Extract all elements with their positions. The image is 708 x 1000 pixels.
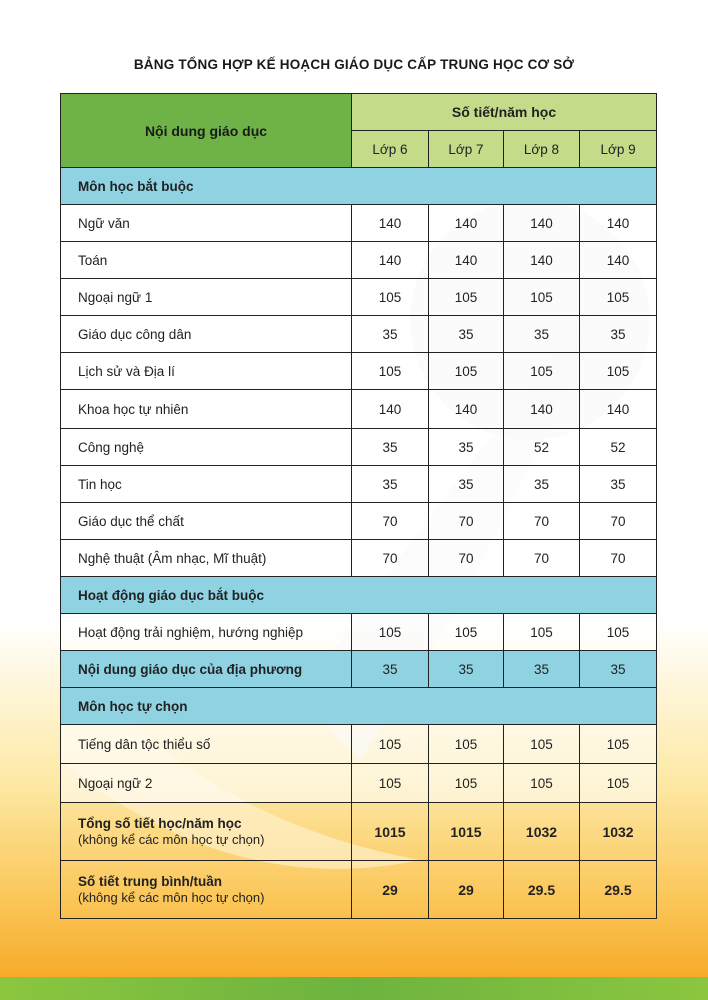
value-cell: 52 <box>580 429 657 466</box>
value-cell: 105 <box>352 353 429 390</box>
value-cell: 140 <box>580 205 657 242</box>
grade-header-6: Lớp 6 <box>352 131 429 168</box>
value-cell: 35 <box>429 429 504 466</box>
value-cell: 35 <box>580 651 657 688</box>
value-cell: 140 <box>352 242 429 279</box>
section-label: Môn học tự chọn <box>61 688 657 725</box>
total-row-per-week <box>61 861 657 919</box>
value-cell: 35 <box>429 466 504 503</box>
subject-name: Ngoại ngữ 1 <box>61 279 352 316</box>
table-row <box>61 316 657 353</box>
subject-name: Ngoại ngữ 2 <box>61 764 352 803</box>
subject-name: Toán <box>61 242 352 279</box>
total-value-cell: 1015 <box>352 803 429 861</box>
total-label-cell <box>61 803 352 861</box>
subject-name: Tin học <box>61 466 352 503</box>
value-cell: 35 <box>580 316 657 353</box>
table-row <box>61 390 657 429</box>
grade-header-9: Lớp 9 <box>580 131 657 168</box>
average-note: (không kể các môn học tự chọn) <box>78 889 265 905</box>
section-row-mandatory-activities <box>61 577 657 614</box>
value-cell: 35 <box>352 316 429 353</box>
section-label: Môn học bắt buộc <box>61 168 657 205</box>
average-value-cell: 29.5 <box>580 861 657 919</box>
value-cell: 35 <box>429 316 504 353</box>
value-cell: 105 <box>580 279 657 316</box>
subject-name: Giáo dục thể chất <box>61 503 352 540</box>
bottom-green-strip <box>0 977 708 1000</box>
value-cell: 105 <box>580 764 657 803</box>
subject-name: Ngữ văn <box>61 205 352 242</box>
value-cell: 105 <box>429 725 504 764</box>
value-cell: 105 <box>504 614 580 651</box>
total-value-cell: 1015 <box>429 803 504 861</box>
value-cell: 105 <box>504 279 580 316</box>
value-cell: 140 <box>504 242 580 279</box>
section-label: Hoạt động giáo dục bắt buộc <box>61 577 657 614</box>
value-cell: 140 <box>504 205 580 242</box>
value-cell: 140 <box>429 390 504 429</box>
value-cell: 105 <box>580 353 657 390</box>
total-note: (không kể các môn học tự chọn) <box>78 831 265 847</box>
value-cell: 140 <box>352 390 429 429</box>
value-cell: 35 <box>504 651 580 688</box>
total-label: Tổng số tiết học/năm học <box>78 815 242 831</box>
value-cell: 140 <box>429 205 504 242</box>
page-title: BẢNG TỔNG HỢP KẾ HOẠCH GIÁO DỤC CẤP TRUNG HỌC CƠ SỞ <box>133 57 575 72</box>
table-row <box>61 614 657 651</box>
table-row <box>61 764 657 803</box>
value-cell: 105 <box>504 353 580 390</box>
value-cell: 35 <box>352 429 429 466</box>
value-cell: 140 <box>352 205 429 242</box>
table-row <box>61 466 657 503</box>
value-cell: 105 <box>580 725 657 764</box>
value-cell: 105 <box>352 764 429 803</box>
value-cell: 140 <box>580 242 657 279</box>
value-cell: 105 <box>429 614 504 651</box>
value-cell: 70 <box>429 503 504 540</box>
section-label: Nội dung giáo dục của địa phương <box>61 651 352 688</box>
average-label: Số tiết trung bình/tuần <box>78 873 222 889</box>
value-cell: 70 <box>580 540 657 577</box>
average-value-cell: 29 <box>352 861 429 919</box>
subject-name: Tiếng dân tộc thiểu số <box>61 725 352 764</box>
education-plan-table <box>60 93 657 919</box>
value-cell: 70 <box>580 503 657 540</box>
subject-name: Công nghệ <box>61 429 352 466</box>
table-row <box>61 429 657 466</box>
value-cell: 35 <box>429 651 504 688</box>
value-cell: 105 <box>352 614 429 651</box>
table-row <box>61 353 657 390</box>
grade-header-7: Lớp 7 <box>429 131 504 168</box>
value-cell: 70 <box>504 540 580 577</box>
total-row-per-year <box>61 803 657 861</box>
value-cell: 105 <box>429 353 504 390</box>
subject-name: Nghệ thuật (Âm nhạc, Mĩ thuật) <box>61 540 352 577</box>
value-cell: 35 <box>504 316 580 353</box>
table-row <box>61 540 657 577</box>
total-value-cell: 1032 <box>580 803 657 861</box>
average-label-cell <box>61 861 352 919</box>
grade-header-8: Lớp 8 <box>504 131 580 168</box>
table-row <box>61 725 657 764</box>
content-header: Nội dung giáo dục <box>61 94 352 168</box>
header-row-1 <box>61 94 657 131</box>
average-value-cell: 29 <box>429 861 504 919</box>
subject-name: Hoạt động trải nghiệm, hướng nghiệp <box>61 614 352 651</box>
value-cell: 105 <box>580 614 657 651</box>
value-cell: 35 <box>352 466 429 503</box>
section-row-elective-subjects <box>61 688 657 725</box>
subject-name: Lịch sử và Địa lí <box>61 353 352 390</box>
period-header: Số tiết/năm học <box>352 94 657 131</box>
value-cell: 70 <box>429 540 504 577</box>
section-row-local-content <box>61 651 657 688</box>
value-cell: 35 <box>504 466 580 503</box>
value-cell: 140 <box>504 390 580 429</box>
subject-name: Giáo dục công dân <box>61 316 352 353</box>
value-cell: 35 <box>580 466 657 503</box>
value-cell: 70 <box>504 503 580 540</box>
value-cell: 105 <box>352 279 429 316</box>
table-row <box>61 503 657 540</box>
value-cell: 105 <box>504 725 580 764</box>
table-row <box>61 279 657 316</box>
value-cell: 140 <box>429 242 504 279</box>
value-cell: 140 <box>580 390 657 429</box>
value-cell: 35 <box>352 651 429 688</box>
subject-name: Khoa học tự nhiên <box>61 390 352 429</box>
section-row-mandatory-subjects <box>61 168 657 205</box>
value-cell: 70 <box>352 540 429 577</box>
value-cell: 52 <box>504 429 580 466</box>
value-cell: 105 <box>429 764 504 803</box>
value-cell: 105 <box>429 279 504 316</box>
table-row <box>61 205 657 242</box>
value-cell: 105 <box>352 725 429 764</box>
average-value-cell: 29.5 <box>504 861 580 919</box>
total-value-cell: 1032 <box>504 803 580 861</box>
value-cell: 105 <box>504 764 580 803</box>
value-cell: 70 <box>352 503 429 540</box>
table-row <box>61 242 657 279</box>
